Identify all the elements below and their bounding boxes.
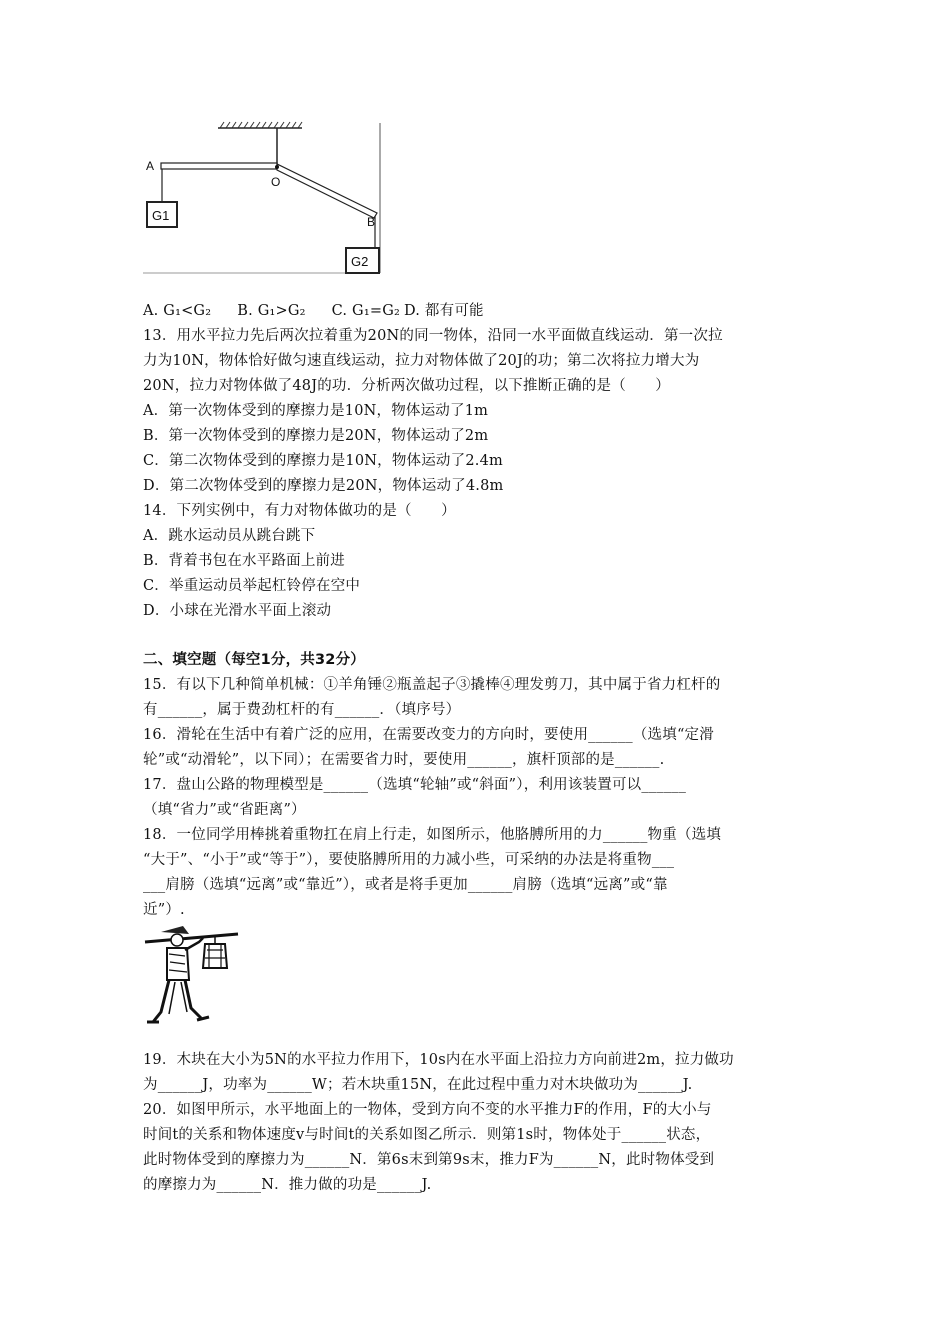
q15-line-2: 有______，属于费劲杠杆的有______．（填序号） bbox=[143, 702, 461, 718]
q13-option-d: D．第二次物体受到的摩擦力是20N，物体运动了4.8m bbox=[143, 478, 504, 494]
q13-stem-line-1: 13．用水平拉力先后两次拉着重为20N的同一物体，沿同一水平面做直线运动．第一次拉 bbox=[143, 328, 723, 344]
q14-option-b: B．背着书包在水平路面上前进 bbox=[143, 553, 345, 569]
q14-stem: 14．下列实例中，有力对物体做功的是（ ） bbox=[143, 503, 456, 519]
q19-line-1: 19．木块在大小为5N的水平拉力作用下，10s内在水平面上沿拉力方向前进2m，拉力做功 bbox=[143, 1052, 734, 1068]
q18-line-4: 近”）. bbox=[143, 902, 185, 918]
q12-option-a: A. G₁<G₂ bbox=[143, 303, 212, 319]
q13-stem-line-3: 20N，拉力对物体做了48J的功．分析两次做功过程，以下推断正确的是（ ） bbox=[143, 378, 670, 394]
label-b: B bbox=[367, 215, 376, 229]
q16-line-1: 16．滑轮在生活中有着广泛的应用，在需要改变力的方向时，要使用______（选填“定滑 bbox=[143, 727, 714, 743]
q13-option-c: C．第二次物体受到的摩擦力是10N，物体运动了2.4m bbox=[143, 453, 503, 469]
section-heading: 二、填空题（每空1分，共32分） bbox=[143, 652, 365, 668]
q14-option-a: A．跳水运动员从跳台跳下 bbox=[143, 528, 316, 544]
q18-line-3: ___肩膀（选填“远离”或“靠近”），或者是将手更加______肩膀（选填“远离”或“靠 bbox=[143, 877, 668, 893]
q20-line-3: 此时物体受到的摩擦力为______N．第6s末到第9s末，推力F为______N，此时物体受到 bbox=[143, 1152, 715, 1168]
q13-stem-line-2: 力为10N，物体恰好做匀速直线运动，拉力对物体做了20J的功；第二次将拉力增大为 bbox=[143, 353, 700, 369]
q12-option-d: D. 都有可能 bbox=[404, 303, 484, 319]
q14-option-d: D．小球在光滑水平面上滚动 bbox=[143, 603, 332, 619]
q17-line-2: （填“省力”或“省距离”） bbox=[143, 802, 306, 818]
lever-figure bbox=[140, 118, 390, 278]
q13-option-a: A．第一次物体受到的摩擦力是10N，物体运动了1m bbox=[143, 403, 489, 419]
label-o: O bbox=[271, 175, 281, 189]
q13-option-b: B．第一次物体受到的摩擦力是20N，物体运动了2m bbox=[143, 428, 489, 444]
q15-line-1: 15．有以下几种简单机械：①羊角锤②瓶盖起子③撬棒④理发剪刀，其中属于省力杠杆的 bbox=[143, 677, 721, 693]
weight-g1: G1 bbox=[152, 208, 170, 223]
q19-line-2: 为______J，功率为______W；若木块重15N，在此过程中重力对木块做功为______J. bbox=[143, 1077, 693, 1093]
q16-line-2: 轮”或“动滑轮”，以下同）；在需要省力时，要使用______，旗杆顶部的是______. bbox=[143, 752, 665, 768]
q18-line-2: “大于”、“小于”或“等于”），要使胳膊所用的力减小些，可采纳的办法是将重物___ bbox=[143, 852, 675, 868]
weight-g2: G2 bbox=[351, 254, 369, 269]
q12-option-b: B. G₁>G₂ bbox=[237, 303, 306, 319]
q12-options bbox=[143, 301, 510, 321]
q20-line-2: 时间t的关系和物体速度v与时间t的关系如图乙所示．则第1s时，物体处于______状态， bbox=[143, 1127, 711, 1143]
label-a: A bbox=[146, 159, 155, 173]
person-carrying-pole-figure bbox=[143, 920, 243, 1030]
q17-line-1: 17．盘山公路的物理模型是______（选填“轮轴”或“斜面”），利用该装置可以______ bbox=[143, 777, 687, 793]
q20-line-4: 的摩擦力为______N．推力做的功是______J. bbox=[143, 1177, 432, 1193]
q14-option-c: C．举重运动员举起杠铃停在空中 bbox=[143, 578, 361, 594]
q18-line-1: 18．一位同学用棒挑着重物扛在肩上行走，如图所示，他胳膊所用的力______物重（选填 bbox=[143, 827, 722, 843]
q12-option-c: C. G₁=G₂ bbox=[331, 303, 400, 319]
q20-line-1: 20．如图甲所示，水平地面上的一物体，受到方向不变的水平推力F的作用，F的大小与 bbox=[143, 1102, 712, 1118]
